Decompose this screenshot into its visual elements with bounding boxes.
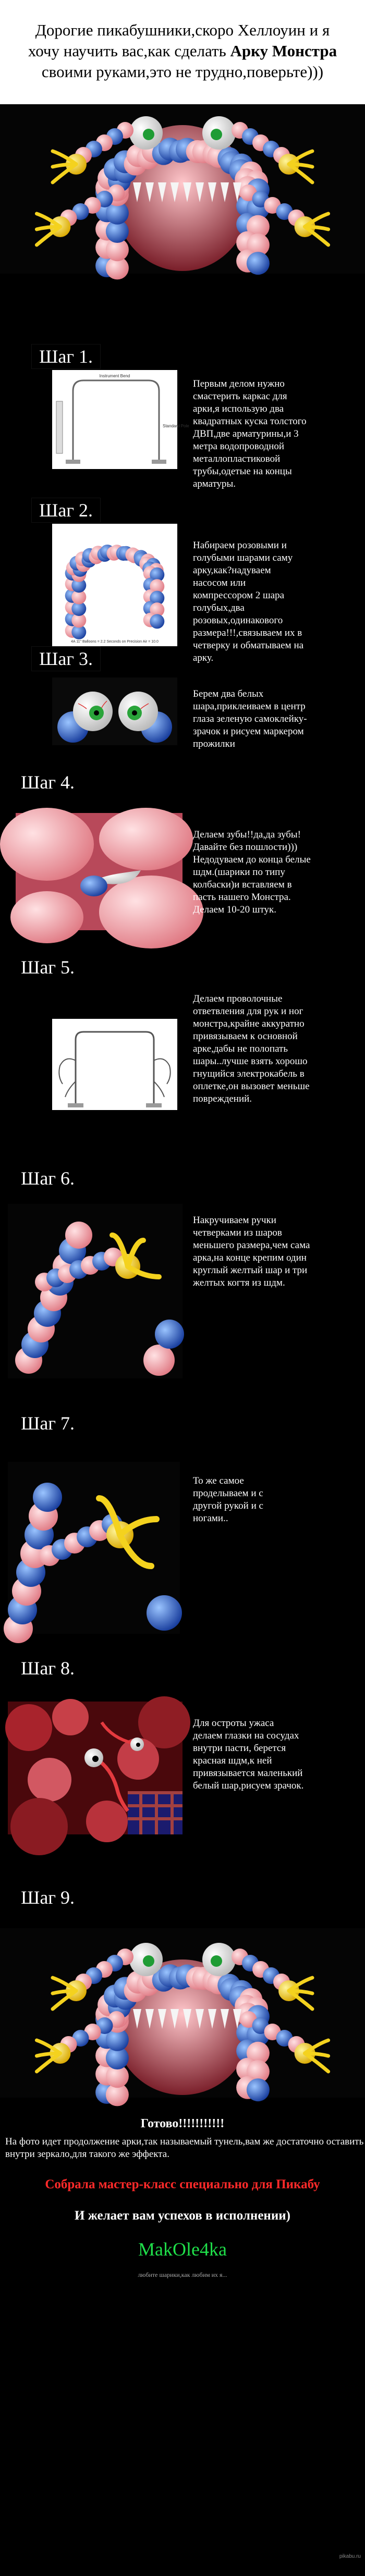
- step-4-title: Шаг 4.: [21, 772, 75, 793]
- watermark: pikabu.ru: [339, 2554, 361, 2559]
- step-2-text: Набираем розовыми и голубыми шарами саму арку,как?надуваем насосом или компрессором 2 шара голубых,два розовых,одинакового размера!!!,связываем их в четверку и обматываем на арку.: [193, 540, 304, 663]
- arch-balloon: [33, 1483, 62, 1512]
- step-2-title: Шаг 2.: [31, 498, 101, 523]
- step-5-text: Делаем проволочные ответвления для рук и ног монстра,крайне аккуратно привязываем к основной арке,дабы не полопать шары..лучше взять хорошо гнущийся электрокабель в оплетке,он вызовет меньше повреждений.: [193, 993, 310, 1104]
- step-2-caption: 4A 11" Balloons = 2.2 Seconds on Precision Air = 10.0: [71, 640, 159, 644]
- header-line-3: своими руками,это не трудно,поверьте))): [41, 63, 324, 81]
- arch-balloon: [147, 1595, 182, 1631]
- arch-balloon: [65, 1222, 92, 1249]
- arch-balloon: [150, 614, 164, 628]
- arch-balloon: [247, 252, 270, 275]
- step-8-text: Для остроты ужаса делаем глазки на сосудах внутри пасти, берется красная шдм,к ней привязывается маленький белый шар,рисуем зрачок.: [193, 1718, 304, 1791]
- step-3-text: Берем два белых шара,приклеиваем в центр глаза зеленую самоклейку-зрачок и рисуем маркером прожилки: [193, 688, 307, 749]
- hero-photo-monster-arch: [0, 104, 365, 274]
- eye-pupil: [211, 1955, 222, 1967]
- wish-text: И желает вам успехов в исполнении): [75, 2209, 290, 2223]
- step-3-eyes-photo: [52, 677, 177, 745]
- page-header: [0, 0, 365, 104]
- step-2-arch-photo: [52, 524, 177, 646]
- diagram-label-right: Standard Pole: [163, 424, 189, 428]
- step-6-text: Накручиваем ручки четверками из шаров меньшего размера,чем сама арка,на конце крепим один круглый желтый шар и три желтых когтя из шдм.: [193, 1215, 310, 1288]
- step-6-title: Шаг 6.: [21, 1168, 75, 1189]
- arch-balloon: [143, 1345, 175, 1376]
- step-4-teeth-photo: [16, 813, 182, 930]
- header-line-2a: хочу научить вас,как сделать: [28, 42, 230, 60]
- step-8-title: Шаг 8.: [21, 1658, 75, 1679]
- step-9-title: Шаг 9.: [21, 1887, 75, 1908]
- step-1-title: Шаг 1.: [31, 344, 101, 369]
- ready-text: Готово!!!!!!!!!!!: [140, 2117, 225, 2130]
- author-name: MakOle4ka: [138, 2239, 227, 2260]
- step-7-text: То же самое проделываем и с другой рукой и с ногами..: [193, 1475, 263, 1524]
- step-8-mouth-photo: [8, 1702, 182, 1834]
- step-1-frame-diagram: [52, 370, 189, 469]
- step-5-wire-diagram: [52, 1019, 177, 1110]
- header-line-2: [10, 41, 355, 61]
- step-7-arm-photo: [8, 1462, 180, 1634]
- claw: [120, 1535, 151, 1566]
- claw: [120, 1519, 156, 1535]
- header-line-1: Дорогие пикабушники,скоро Хеллоуин и я: [35, 21, 330, 39]
- arch-balloon: [247, 2078, 270, 2101]
- eye-pupil: [211, 129, 222, 140]
- diagram-label-top: Instrument Bend: [99, 374, 130, 378]
- arch-balloon: [155, 1320, 184, 1349]
- eye-pupil: [143, 129, 154, 140]
- step-9-final-photo: [0, 1928, 365, 2098]
- step-6-arm-photo: [8, 1204, 182, 1378]
- tagline-text: любите шарики,как любим их я...: [138, 2271, 227, 2278]
- header-highlight: Арку Монстра: [230, 42, 337, 60]
- credit-text: Собрала мастер-класс специально для Пикабу: [45, 2177, 320, 2191]
- step-1-text: Первым делом нужно смастерить каркас для арки,я использую два квадратных куска толстого ДВП,две арматурины,и 3 метра водопроводной металлопластиковой трубы,одетые на концы арматуры.: [193, 378, 307, 489]
- step-3-title: Шаг 3.: [31, 646, 101, 671]
- eye-pupil: [143, 1955, 154, 1967]
- step-4-text: Делаем зубы!!да,да зубы! Давайте без пошлости))) Недодуваем до конца белые шдм.(шарики по типу колбаски)и вставляем в пасть нашего Монстра. Делаем 10-20 штук.: [193, 829, 311, 915]
- step-5-title: Шаг 5.: [21, 957, 75, 978]
- step-7-title: Шаг 7.: [21, 1413, 75, 1434]
- tunnel-note: На фото идет продолжение арки,так называемый тунель,вам же достаточно оставить внутри зеркало,для такого же эффекта.: [5, 2136, 364, 2160]
